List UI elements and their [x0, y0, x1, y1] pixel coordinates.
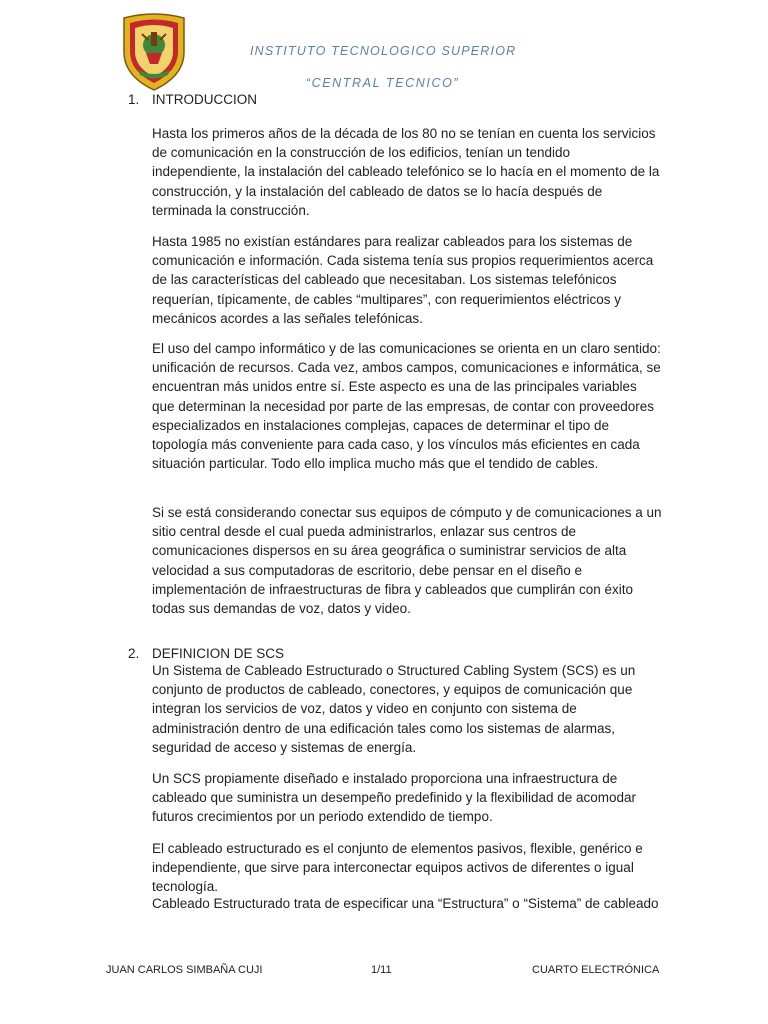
shield-icon: [118, 12, 190, 92]
footer-page-number: 1/11: [371, 964, 392, 976]
school-name: “CENTRAL TECNICO”: [305, 76, 460, 90]
section-number: 2.: [128, 646, 140, 661]
institute-crest-logo: [118, 12, 190, 92]
paragraph: Hasta 1985 no existían estándares para realizar cableados para los sistemas de comunicación e información. Cada sistema tenía sus propios requerimientos acerca de las características del cableado que necesitaban. Los sistemas telefónicos requerían, típicamente, de cables “multipares”, con requerimientos eléctricos y mecánicos acordes a las señales telefónicas.: [152, 234, 654, 326]
section-number: 1.: [128, 92, 140, 107]
footer-course: CUARTO ELECTRÓNICA: [532, 964, 660, 976]
institution-name: INSTITUTO TECNOLOGICO SUPERIOR: [250, 44, 517, 58]
footer-author: JUAN CARLOS SIMBAÑA CUJI: [106, 964, 263, 976]
section-title: DEFINICION DE SCS: [152, 646, 285, 661]
paragraph: Si se está considerando conectar sus equipos de cómputo y de comunicaciones a un sitio central desde el cual pueda administrarlos, enlazar sus centros de comunicaciones dispersos en su área geográfica o suministrar servicios de alta velocidad a sus computadoras de escritorio, debe pensar en el diseño e implementación de infraestructuras de fibra y cableados que cumplirán con éxito todas sus demandas de voz, datos y video.: [152, 505, 662, 617]
paragraph: Cableado Estructurado trata de especificar una “Estructura” o “Sistema” de cableado: [152, 896, 659, 911]
paragraph: El cableado estructurado es el conjunto de elementos pasivos, flexible, genérico e independiente, que sirve para interconectar equipos activos de diferentes o igual tecnología.: [152, 841, 643, 895]
paragraph: Un Sistema de Cableado Estructurado o Structured Cabling System (SCS) es un conjunto de productos de cableado, conectores, y equipos de comunicación que integran los servicios de voz, datos y video en conjunto con sistema de administración dentro de una edificación tales como los sistemas de alarmas, seguridad de acceso y sistemas de energía.: [152, 663, 636, 755]
paragraph: Hasta los primeros años de la década de los 80 no se tenían en cuenta los servicios de comunicación en la construcción de los edificios, tenían un tendido independiente, la instalación del cableado telefónico se lo hacía en el momento de la construcción, y la instalación del cableado de datos se lo hacía después de terminada la construcción.: [152, 126, 660, 218]
paragraph: Un SCS propiamente diseñado e instalado proporciona una infraestructura de cableado que suministra un desempeño predefinido y la flexibilidad de acomodar futuros crecimientos por un periodo extendido de tiempo.: [152, 771, 637, 825]
section-title: INTRODUCCION: [152, 92, 257, 107]
paragraph: El uso del campo informático y de las comunicaciones se orienta en un claro sentido: unificación de recursos. Cada vez, ambos campos, comunicaciones e informática, se encuentran más unidos entre sí. Este aspecto es una de las principales variables que determinan la necesidad por parte de las empresas, de contar con proveedores especializados en instalaciones complejas, capaces de determinar el tipo de topología más conveniente para cada caso, y los vínculos más eficientes en cada situación particular. Todo ello implica mucho más que el tendido de cables.: [152, 341, 661, 472]
